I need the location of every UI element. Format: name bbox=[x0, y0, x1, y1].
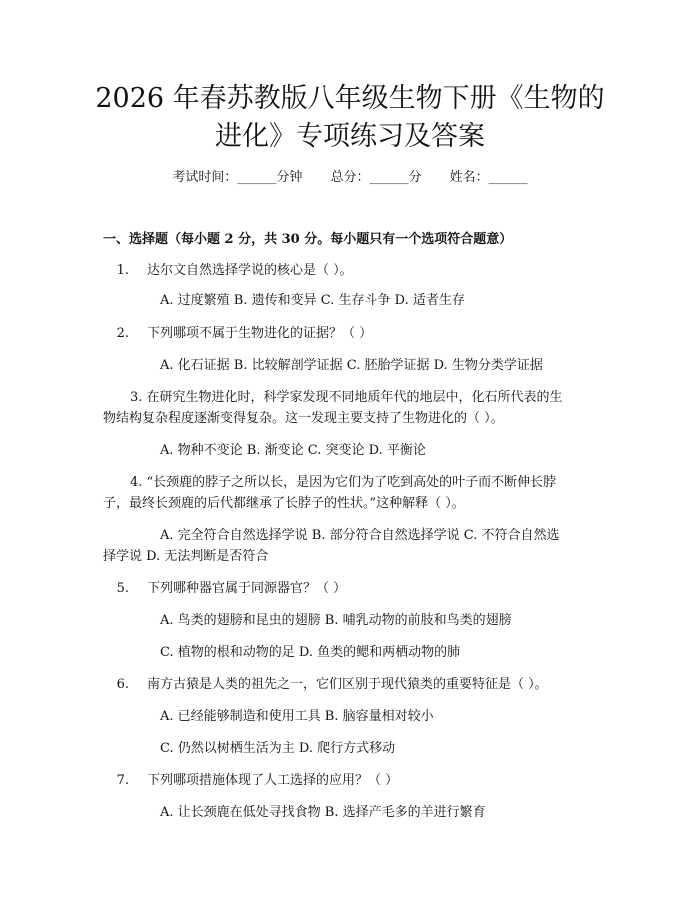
question-2-options: A. 化石证据 B. 比较解剖学证据 C. 胚胎学证据 D. 生物分类学证据 bbox=[160, 358, 543, 373]
question-number: 5. bbox=[116, 581, 129, 596]
question-5 bbox=[103, 580, 346, 598]
question-7 bbox=[103, 772, 398, 790]
question-5-options-line-1: A. 鸟类的翅膀和昆虫的翅膀 B. 哺乳动物的前肢和鸟类的翅膀 bbox=[160, 613, 512, 628]
question-2 bbox=[103, 325, 372, 343]
question-number: 7. bbox=[116, 773, 129, 788]
question-3-line-1: 3. 在研究生物进化时，科学家发现不同地质年代的地层中，化石所代表的生 bbox=[130, 390, 563, 405]
question-text: 下列哪种器官属于同源器官？（ ） bbox=[147, 581, 347, 596]
question-3-line-2: 物结构复杂程度逐渐变得复杂。这一发现主要支持了生物进化的（ ）。 bbox=[103, 411, 504, 426]
student-name-field: 姓名：______ bbox=[449, 170, 528, 185]
question-5-options-line-2: C. 植物的根和动物的足 D. 鱼类的鳃和两栖动物的肺 bbox=[160, 645, 461, 660]
question-1-options: A. 过度繁殖 B. 遗传和变异 C. 生存斗争 D. 适者生存 bbox=[160, 293, 465, 308]
total-score-field: 总分：______分 bbox=[330, 170, 422, 185]
question-text: 下列哪项不属于生物进化的证据？（ ） bbox=[147, 326, 373, 341]
question-text: 南方古猿是人类的祖先之一，它们区别于现代猿类的重要特征是（ ）。 bbox=[147, 677, 548, 692]
question-number: 6. bbox=[116, 677, 129, 692]
question-6 bbox=[103, 676, 548, 694]
document-title: 2026 年春苏教版八年级生物下册《生物的进化》专项练习及答案 bbox=[95, 83, 605, 152]
question-1 bbox=[103, 262, 353, 280]
question-number: 2. bbox=[116, 326, 129, 341]
question-text: 下列哪项措施体现了人工选择的应用？（ ） bbox=[147, 773, 399, 788]
question-4-line-1: 4. “长颈鹿的脖子之所以长，是因为它们为了吃到高处的叶子而不断伸长脖 bbox=[130, 475, 557, 490]
question-4-options-line-2: 择学说 D. 无法判断是否符合 bbox=[103, 549, 269, 564]
question-3-options: A. 物种不变论 B. 渐变论 C. 突变论 D. 平衡论 bbox=[160, 443, 426, 458]
question-6-options-line-2: C. 仍然以树栖生活为主 D. 爬行方式移动 bbox=[160, 741, 396, 756]
question-4-options-line-1: A. 完全符合自然选择学说 B. 部分符合自然选择学说 C. 不符合自然选 bbox=[160, 528, 560, 543]
question-4-line-2: 子，最终长颈鹿的后代都继承了长脖子的性状。”这种解释（ ）。 bbox=[103, 496, 465, 511]
question-text: 达尔文自然选择学说的核心是（ ）。 bbox=[147, 263, 353, 278]
exam-time-field: 考试时间：______分钟 bbox=[172, 170, 303, 185]
question-6-options-line-1: A. 已经能够制造和使用工具 B. 脑容量相对较小 bbox=[160, 709, 434, 724]
exam-meta-line bbox=[0, 169, 700, 187]
section-heading-multiple-choice: 一、选择题（每小题 2 分，共 30 分。每小题只有一个选项符合题意） bbox=[103, 232, 513, 247]
question-7-options-line-1: A. 让长颈鹿在低处寻找食物 B. 选择产毛多的羊进行繁育 bbox=[160, 805, 486, 820]
question-number: 1. bbox=[116, 263, 129, 278]
